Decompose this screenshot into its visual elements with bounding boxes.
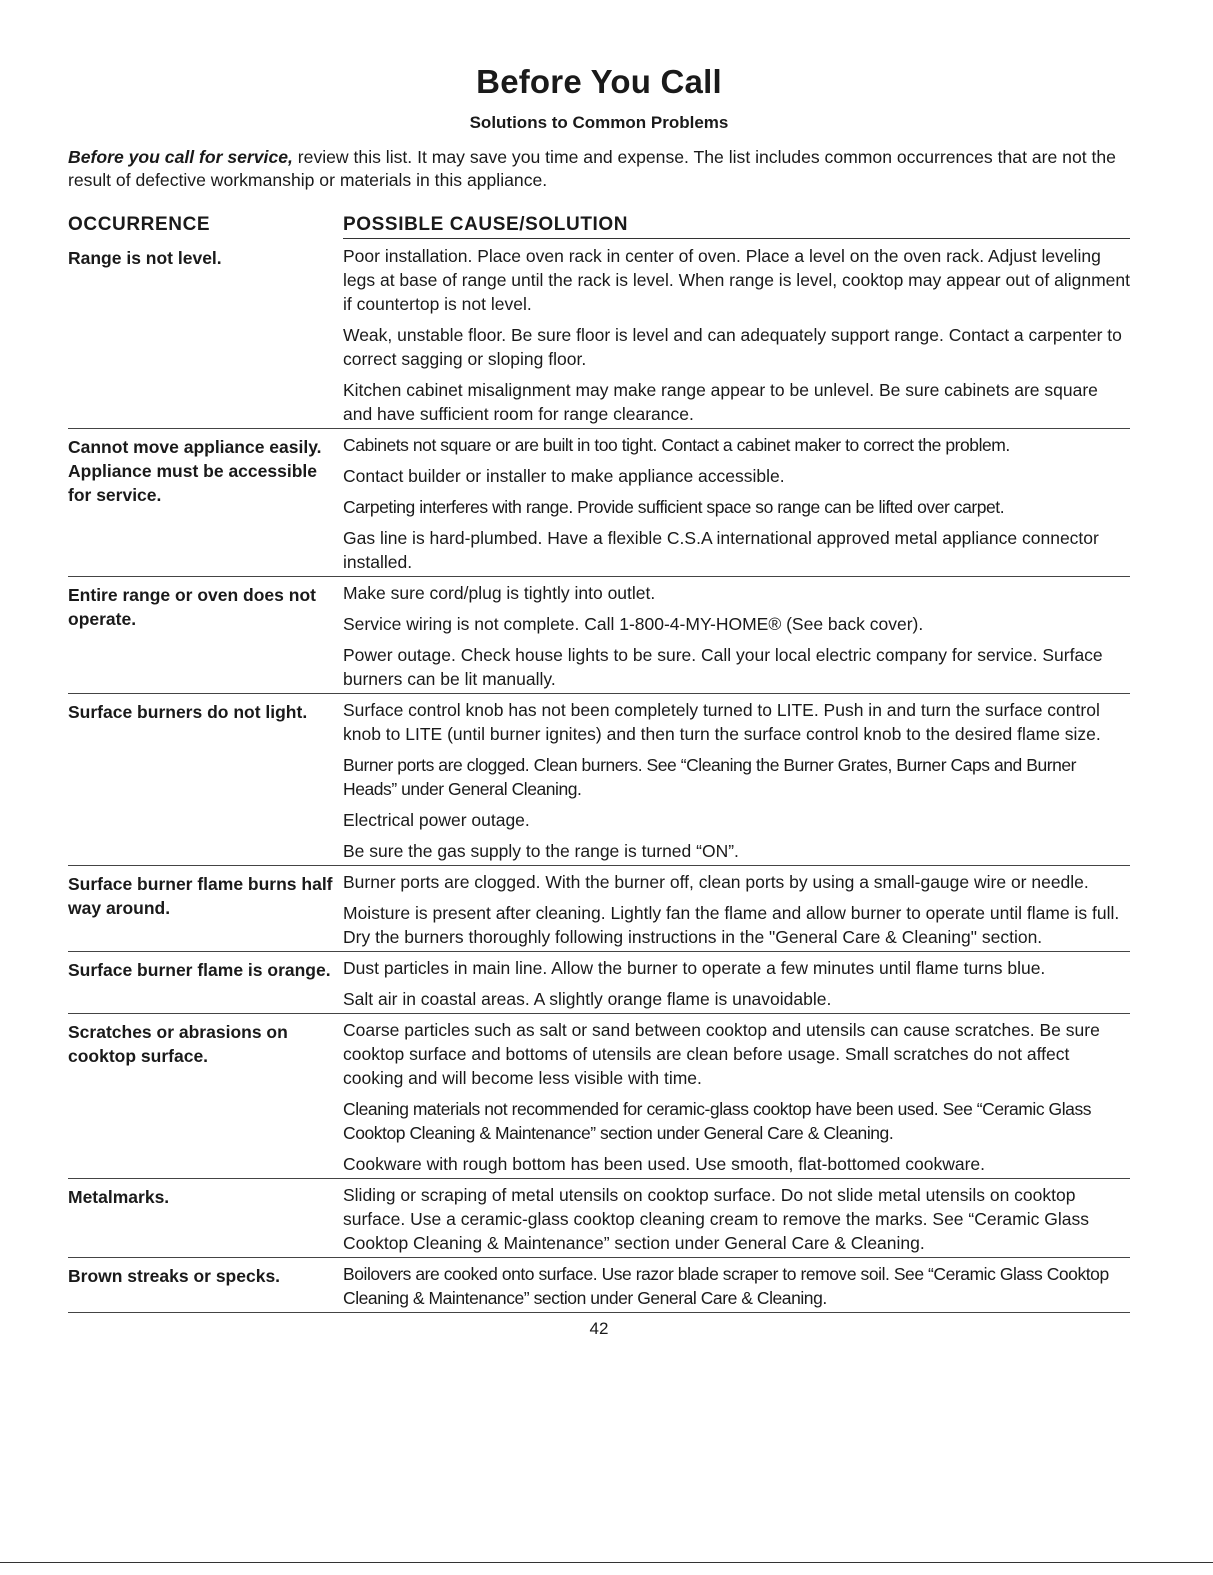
intro-lead: Before you call for service, [68,147,293,167]
occurrence-cell: Cannot move appliance easily. Appliance must be accessible for service. [68,437,322,505]
cause-item: Be sure the gas supply to the range is turned “ON”. [343,841,739,861]
cause-item: Carpeting interferes with range. Provide sufficient space so range can be lifted over carpet. [343,497,1005,517]
cause-item: Kitchen cabinet misalignment may make range appear to be unlevel. Be sure cabinets are square and have sufficient room for range clearance. [343,380,1098,424]
cause-item: Gas line is hard-plumbed. Have a flexible C.S.A international approved metal appliance connector installed. [343,528,1099,572]
cause-item: Electrical power outage. [343,810,530,830]
cause-cell [343,1183,1130,1255]
column-header-cause: POSSIBLE CAUSE/SOLUTION [343,214,1130,239]
cause-item: Burner ports are clogged. Clean burners. See “Cleaning the Burner Grates, Burner Caps and Burner Heads” under General Cleaning. [343,755,1077,799]
occurrence-cell: Surface burner flame burns half way around. [68,874,333,918]
occurrence-cell: Brown streaks or specks. [68,1266,281,1286]
column-header-occurrence: OCCURRENCE [68,214,211,235]
occurrence-cell: Range is not level. [68,248,222,268]
page [68,0,1130,1339]
cause-cell [343,433,1130,574]
cause-item: Sliding or scraping of metal utensils on cooktop surface. Do not slide metal utensils on cooktop surface. Use a ceramic-glass cooktop cleaning cream to remove the marks. See “Ceramic Glass Cooktop Cleaning & Maintenance” section under General Care & Cleaning. [343,1185,1089,1253]
cause-item: Surface control knob has not been completely turned to LITE. Push in and turn the surface control knob to LITE (until burner ignites) and then turn the surface control knob to the desired flame size. [343,700,1101,744]
cause-item: Service wiring is not complete. Call 1-800-4-MY-HOME® (See back cover). [343,614,924,634]
cause-item: Poor installation. Place oven rack in center of oven. Place a level on the oven rack. Adjust leveling legs at base of range until the rack is level. When range is level, cooktop may appear out of alignment if countertop is not level. [343,246,1130,314]
occurrence-cell: Scratches or abrasions on cooktop surface. [68,1022,288,1066]
cause-cell [343,581,1130,691]
table-row [68,429,1130,577]
cause-item: Burner ports are clogged. With the burner off, clean ports by using a small-gauge wire or needle. [343,872,1089,892]
table-row [68,240,1130,429]
cause-item: Contact builder or installer to make appliance accessible. [343,466,785,486]
table-row [68,694,1130,866]
occurrence-cell: Surface burners do not light. [68,702,308,722]
cause-item: Cookware with rough bottom has been used. Use smooth, flat-bottomed cookware. [343,1154,986,1174]
table-row [68,866,1130,952]
occurrence-cell: Entire range or oven does not operate. [68,585,316,629]
table-row [68,1258,1130,1313]
cause-item: Cabinets not square or are built in too tight. Contact a cabinet maker to correct the problem. [343,435,1010,455]
cause-item: Coarse particles such as salt or sand between cooktop and utensils can cause scratches. Be sure cooktop surface and bottoms of utensils are clean before usage. Small scratches do not affect cooking and will become less visible with time. [343,1020,1100,1088]
page-subtitle: Solutions to Common Problems [469,113,729,132]
table-row [68,1014,1130,1179]
cause-item: Make sure cord/plug is tightly into outlet. [343,583,656,603]
page-title: Before You Call [476,63,722,100]
cause-item: Boilovers are cooked onto surface. Use razor blade scraper to remove soil. See “Ceramic Glass Cooktop Cleaning & Maintenance” section under General Care & Cleaning. [343,1264,1109,1308]
cause-item: Weak, unstable floor. Be sure floor is level and can adequately support range. Contact a carpenter to correct sagging or sloping floor. [343,325,1122,369]
table-row [68,577,1130,694]
cause-cell [343,244,1130,426]
table-row [68,952,1130,1014]
cause-cell [343,698,1130,863]
intro-text: review this list. It may save you time and expense. The list includes common occurrences that are not the result of defective workmanship or materials in this appliance. [68,147,1116,190]
table-row [68,1179,1130,1258]
intro-paragraph [68,146,1130,192]
cause-cell [343,870,1130,949]
cause-cell [343,1262,1130,1310]
occurrence-cell: Surface burner flame is orange. [68,960,331,980]
table-header [68,214,1130,240]
cause-item: Dust particles in main line. Allow the burner to operate a few minutes until flame turns blue. [343,958,1046,978]
page-number: 42 [589,1319,609,1338]
cause-item: Salt air in coastal areas. A slightly orange flame is unavoidable. [343,989,832,1009]
cause-cell [343,1018,1130,1176]
cause-item: Cleaning materials not recommended for ceramic-glass cooktop have been used. See “Ceramic Glass Cooktop Cleaning & Maintenance” section under General Care & Cleaning. [343,1099,1092,1143]
footer-rule [0,1562,1213,1563]
cause-item: Power outage. Check house lights to be sure. Call your local electric company for service. Surface burners can be lit manually. [343,645,1103,689]
occurrence-cell: Metalmarks. [68,1187,170,1207]
cause-cell [343,956,1130,1011]
cause-item: Moisture is present after cleaning. Lightly fan the flame and allow burner to operate until flame is full. Dry the burners thoroughly following instructions in the "General Care & Cleaning" section. [343,903,1120,947]
